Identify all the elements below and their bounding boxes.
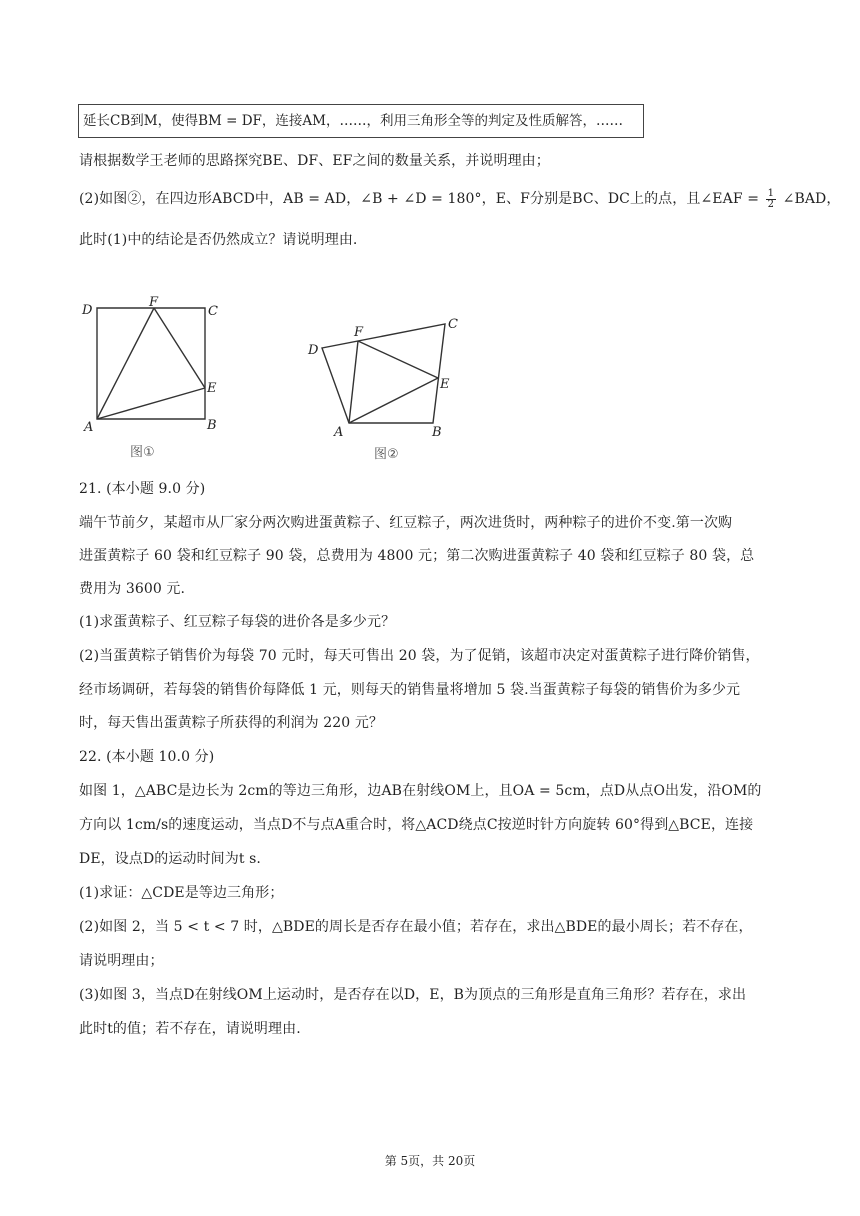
q22-line: 方向以 1cm/s的速度运动，当点D不与点A重合时，将△ACD绕点C按逆时针方向旋转 60°得到△BCE，连接	[79, 817, 754, 833]
segment-af	[97, 308, 154, 419]
fraction-denominator: 2	[767, 198, 775, 210]
q22-heading: 22. (本小题 10.0 分)	[79, 749, 215, 765]
q21-part1: (1)求蛋黄粽子、红豆粽子每袋的进价各是多少元？	[79, 614, 396, 630]
q20-part2-text-end: ∠BAD，	[782, 191, 841, 207]
segment-ef	[358, 341, 438, 378]
q22-line: 请说明理由；	[79, 953, 164, 969]
q21-part2: (2)当蛋黄粽子销售价为每袋 70 元时，每天可售出 20 袋，为了促销，该超市决定对蛋黄粽子进行降价销售，	[79, 648, 760, 664]
q22-line: 如图 1，△ABC是边长为 2cm的等边三角形，边AB在射线OM上，且OA = 5cm，点D从点O出发，沿OM的	[79, 783, 762, 799]
label-f: F	[149, 296, 159, 310]
q21-line: 端午节前夕，某超市从厂家分两次购进蛋黄粽子、红豆粽子，两次进货时，两种粽子的进价不变.第一次购	[79, 515, 733, 531]
q21-line: 经市场调研，若每袋的销售价每降低 1 元，则每天的销售量将增加 5 袋.当蛋黄粽子每袋的销售价为多少元	[79, 682, 741, 698]
label-a: A	[334, 425, 344, 440]
q22-part2: (2)如图 2，当 5 < t < 7 时，△BDE的周长是否存在最小值；若存在，求出△BDE的最小周长；若不存在，	[79, 919, 753, 935]
segment-ae	[97, 388, 205, 419]
q20-part2	[79, 188, 840, 210]
q21-line: 进蛋黄粽子 60 袋和红豆粽子 90 袋，总费用为 4800 元；第二次购进蛋黄粽子 40 袋和红豆粽子 80 袋，总	[79, 548, 755, 564]
segment-af	[349, 341, 358, 423]
segment-ef	[154, 308, 205, 388]
label-e: E	[207, 381, 217, 396]
q22-line: DE，设点D的运动时间为t s.	[79, 851, 261, 867]
fraction-half	[766, 189, 776, 210]
label-b: B	[432, 425, 442, 440]
hint-box: 延长CB到M，使得BM = DF，连接AM，……，利用三角形全等的判定及性质解答，……	[78, 104, 644, 138]
q21-line: 费用为 3600 元.	[79, 581, 186, 597]
page-footer: 第 5页，共 20页	[384, 1154, 476, 1168]
label-c: C	[208, 304, 218, 319]
caption-fig2: 图②	[374, 447, 399, 462]
fraction-numerator: 1	[767, 187, 775, 199]
figure-1	[78, 296, 228, 466]
label-f: F	[354, 325, 364, 340]
q20-part2-question: 此时(1)中的结论是否仍然成立？请说明理由.	[79, 232, 358, 248]
label-a: A	[84, 420, 94, 435]
q21-heading: 21. (本小题 9.0 分)	[79, 481, 206, 497]
q22-line: 此时t的值；若不存在，请说明理由.	[79, 1021, 301, 1037]
q22-part1: (1)求证：△CDE是等边三角形；	[79, 885, 284, 901]
figure-2	[300, 310, 475, 466]
segment-ae	[349, 378, 438, 423]
q21-line: 时，每天售出蛋黄粽子所获得的利润为 220 元？	[79, 715, 384, 731]
q20-part2-text: (2)如图②，在四边形ABCD中，AB = AD，∠B + ∠D = 180°，E、F分别是BC、DC上的点，且∠EAF =	[79, 191, 760, 207]
q22-part3: (3)如图 3，当点D在射线OM上运动时，是否存在以D，E，B为顶点的三角形是直角三角形？若存在，求出	[79, 987, 747, 1003]
label-b: B	[207, 418, 217, 433]
label-c: C	[448, 317, 458, 332]
quad-abcd	[322, 324, 445, 423]
label-d: D	[82, 303, 93, 318]
caption-fig1: 图①	[130, 445, 155, 460]
label-d: D	[308, 343, 319, 358]
label-e: E	[440, 377, 450, 392]
q20-task: 请根据数学王老师的思路探究BE、DF、EF之间的数量关系，并说明理由；	[79, 153, 550, 169]
